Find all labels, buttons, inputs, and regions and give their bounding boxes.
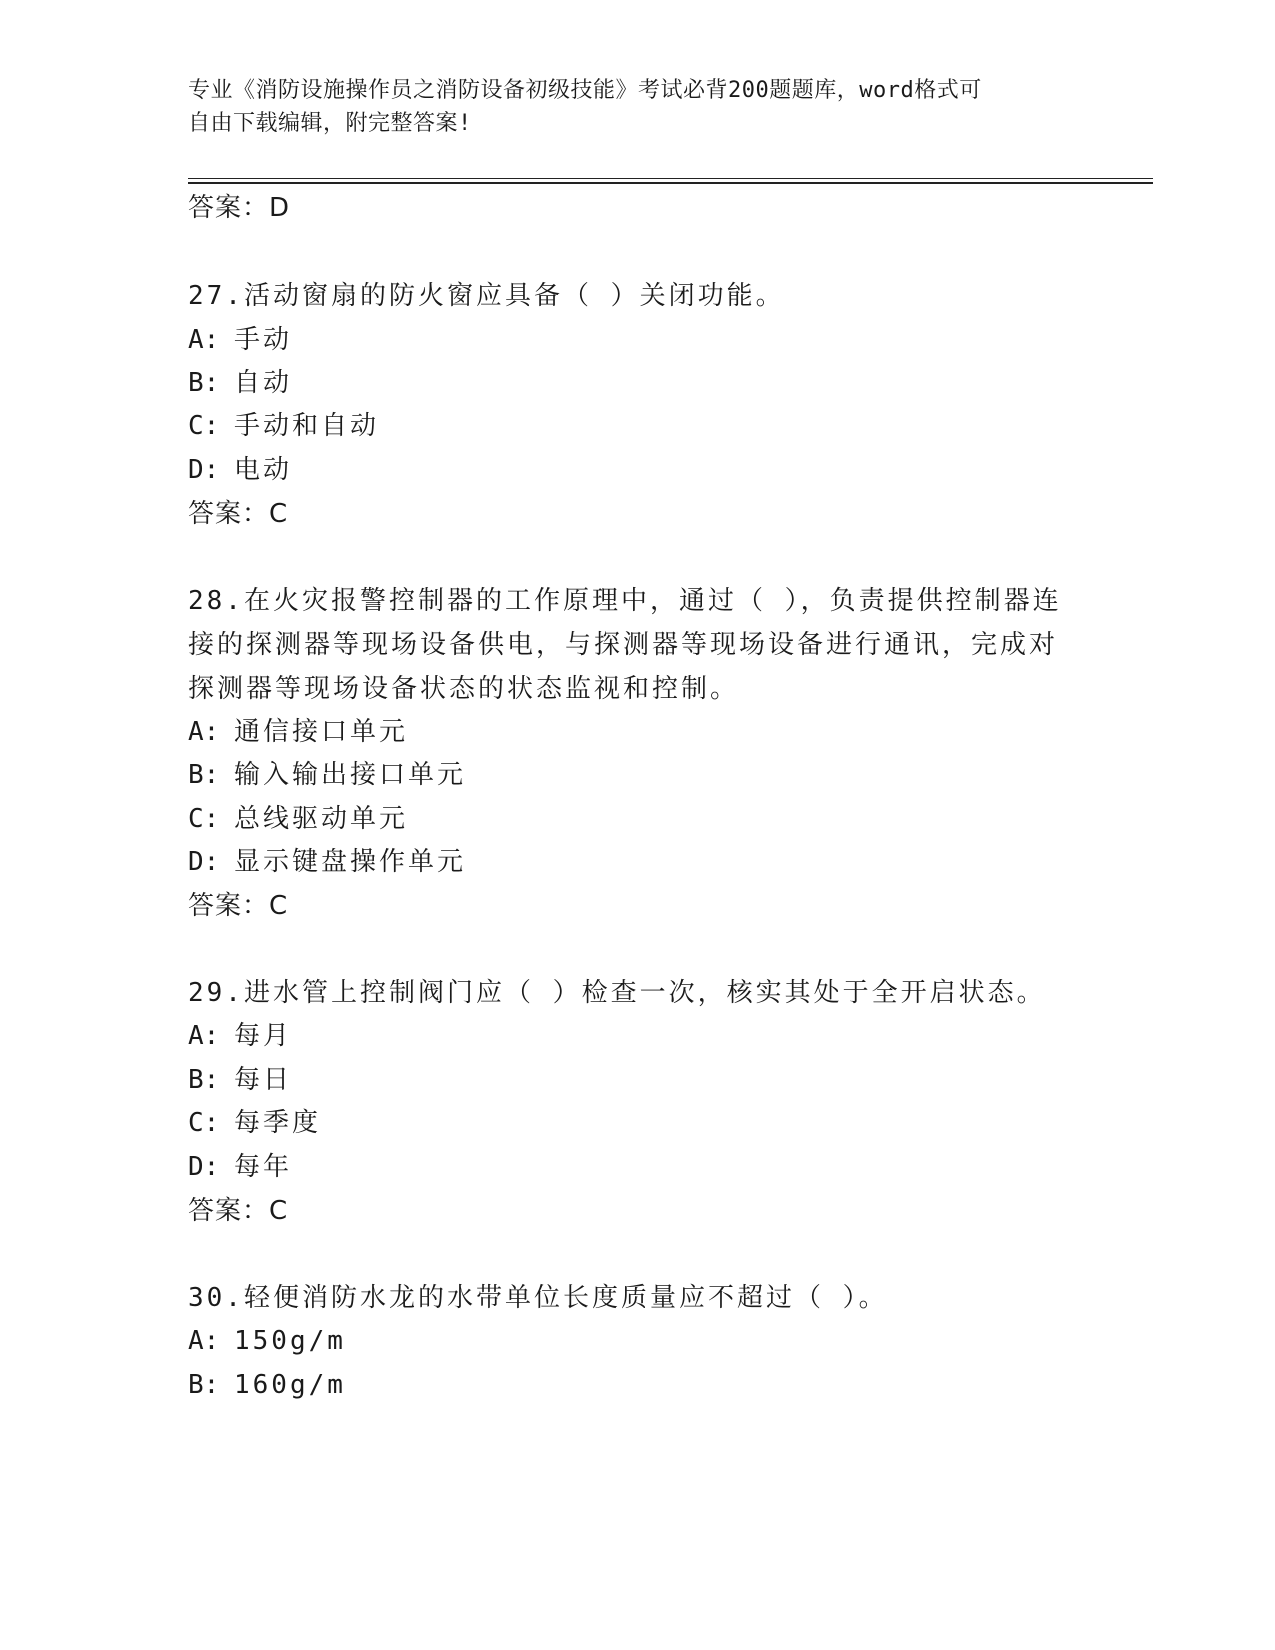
answer-line (188, 190, 290, 226)
question-stem: 30.轻便消防水龙的水带单位长度质量应不超过（ ）。 (188, 1283, 888, 1313)
answer-line (188, 1193, 288, 1229)
answer-prefix: 答案： (188, 193, 270, 223)
question-stem: 27.活动窗扇的防火窗应具备（ ）关闭功能。 (188, 281, 785, 311)
option-d (188, 844, 466, 880)
option-text: 每月 (234, 1021, 293, 1051)
option-a (188, 714, 408, 750)
option-c (188, 408, 379, 444)
option-text: 通信接口单元 (234, 717, 409, 747)
header-line-2: 自由下载编辑，附完整答案! (188, 111, 472, 136)
option-label: B: (188, 368, 220, 398)
option-text: 每日 (234, 1065, 293, 1095)
option-text: 总线驱动单元 (234, 804, 409, 834)
answer-line (188, 496, 288, 532)
option-text: 每季度 (234, 1108, 322, 1138)
option-c (188, 1105, 321, 1141)
option-text: 自动 (234, 368, 293, 398)
answer-value: D (269, 193, 291, 223)
answer-prefix: 答案： (188, 891, 270, 921)
answer-line (188, 888, 288, 924)
option-c (188, 801, 408, 837)
option-label: B: (188, 1065, 220, 1095)
header-divider-thin (188, 178, 1153, 179)
option-label: B: (188, 1370, 220, 1400)
option-label: D: (188, 847, 220, 877)
option-a (188, 1323, 346, 1359)
document-header (188, 74, 1088, 140)
answer-value: C (269, 499, 289, 529)
option-b (188, 365, 292, 401)
header-line-1: 专业《消防设施操作员之消防设备初级技能》考试必背200题题库，word格式可 (188, 78, 982, 103)
option-label: C: (188, 804, 220, 834)
option-b (188, 1062, 292, 1098)
option-text: 手动和自动 (234, 411, 380, 441)
question-stem: 29.进水管上控制阀门应（ ）检查一次，核实其处于全开启状态。 (188, 978, 1046, 1008)
option-label: A: (188, 1326, 220, 1356)
header-divider-thick (188, 182, 1153, 184)
option-label: A: (188, 325, 220, 355)
option-text: 每年 (234, 1152, 293, 1182)
option-label: A: (188, 717, 220, 747)
option-d (188, 452, 292, 488)
answer-prefix: 答案： (188, 1196, 270, 1226)
answer-value: C (269, 1196, 289, 1226)
option-label: C: (188, 1108, 220, 1138)
option-text: 输入输出接口单元 (234, 760, 467, 790)
question-stem-cont: 探测器等现场设备状态的状态监视和控制。 (188, 674, 740, 704)
option-label: A: (188, 1021, 220, 1051)
option-text: 电动 (234, 455, 293, 485)
option-b (188, 757, 466, 793)
answer-value: C (269, 891, 289, 921)
option-text: 显示键盘操作单元 (234, 847, 467, 877)
question-stem-cont: 接的探测器等现场设备供电，与探测器等现场设备进行通讯，完成对 (188, 630, 1059, 660)
option-b (188, 1367, 346, 1403)
option-label: B: (188, 760, 220, 790)
option-text: 150g/m (234, 1326, 346, 1356)
option-a (188, 322, 292, 358)
option-label: D: (188, 1152, 220, 1182)
option-text: 手动 (234, 325, 293, 355)
answer-prefix: 答案： (188, 499, 270, 529)
option-a (188, 1018, 292, 1054)
question-stem: 28.在火灾报警控制器的工作原理中，通过（ ），负责提供控制器连 (188, 586, 1062, 616)
option-label: D: (188, 455, 220, 485)
option-text: 160g/m (234, 1370, 346, 1400)
option-d (188, 1149, 292, 1185)
option-label: C: (188, 411, 220, 441)
